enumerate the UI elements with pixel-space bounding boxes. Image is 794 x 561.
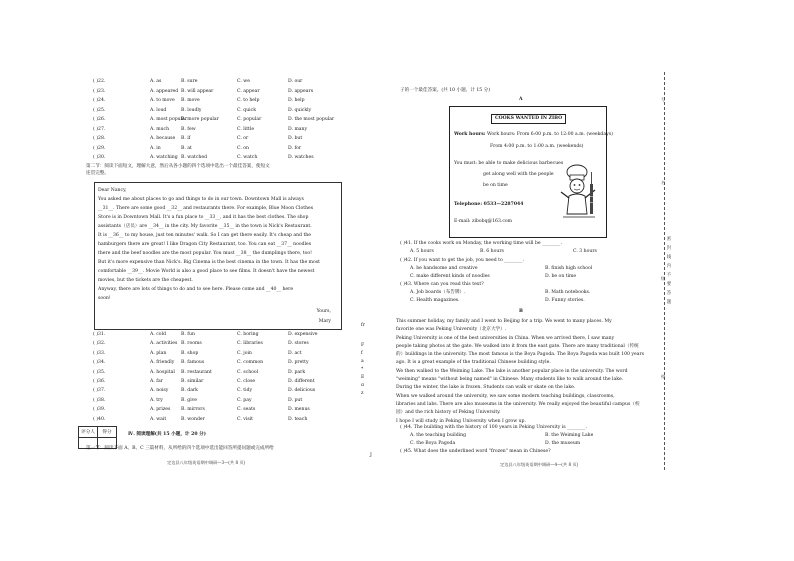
passage-b-line: I hope I will study in Peking University when I grow up. xyxy=(396,418,526,424)
q41-stem[interactable]: ( )41. If the cooks work on Monday, the working time will be ________. xyxy=(400,241,562,246)
option-a: A. friendly xyxy=(150,360,175,366)
option-d: D. delicious xyxy=(288,388,316,394)
q43-option-d: D. Funny stories. xyxy=(545,298,585,303)
binding-mark-xiao: 校 xyxy=(661,374,666,379)
question-number[interactable]: ( )32. xyxy=(93,341,106,347)
option-c: C. school xyxy=(237,369,259,375)
ad-must-2: get along well with the people xyxy=(483,172,554,177)
binding-vertical-notice: 密 封 线 内 不 要 答 题 xyxy=(666,236,671,305)
section2-instruction xyxy=(86,163,351,177)
option-a: A. cold xyxy=(150,332,166,337)
option-a: A. hospital xyxy=(150,369,175,375)
passage-b-line: ago. It is a great example of the traditional Chinese building style. xyxy=(396,360,551,366)
option-d: D. different xyxy=(288,379,315,384)
option-b: B. wonder xyxy=(181,416,205,422)
option-a: A. plan xyxy=(150,350,167,356)
option-a: A. watching xyxy=(150,155,178,160)
question-number[interactable]: ( )40. xyxy=(93,416,106,422)
passage-b-line: We then walked to the Weiming Lake. The lake is another popular place in the university. The word xyxy=(396,368,628,374)
question-number[interactable]: ( )24. xyxy=(93,98,106,103)
passage-b-line: During the winter, the lake is frozen. Students can walk or skate on the lake. xyxy=(396,385,576,391)
letter-line: comfortable __39__. Movie World is also a good place to see films. It doesn't have the newest xyxy=(98,269,315,274)
ad-title: COOKS WANTED IN ZIBO xyxy=(491,114,566,124)
option-a: A. appeared xyxy=(150,88,179,94)
question-number[interactable]: ( )36. xyxy=(93,379,106,384)
q44-option-d: D. the museum xyxy=(545,441,581,446)
q43-stem[interactable]: ( )43. Where can you read this text? xyxy=(400,282,484,287)
gutter-mark-bottom: J xyxy=(370,453,372,458)
letter-line: there and the beef noodles are the most popular. You must __38__ the dumplings there, too! xyxy=(98,251,312,256)
question-number[interactable]: ( )38. xyxy=(93,397,106,403)
q42-stem[interactable]: ( )42. If you want to get the job, you need to ________. xyxy=(400,258,525,263)
option-c: C. little xyxy=(237,126,255,132)
label-a: A xyxy=(519,97,523,102)
q42-option-a: A. be handsome and creative xyxy=(410,266,478,271)
question-number[interactable]: ( )30. xyxy=(93,155,106,160)
option-b: B. at xyxy=(181,145,192,151)
letter-line: Dear Nancy, xyxy=(98,188,127,193)
option-b: B. will appear xyxy=(181,88,214,94)
question-number[interactable]: ( )22. xyxy=(93,79,106,84)
q43-option-a: A. Job boards（布告牌）. xyxy=(410,290,466,295)
letter-line: soon! xyxy=(98,296,111,301)
gutter-marks: F f a * E ɑ z xyxy=(361,343,365,396)
option-d: D. for xyxy=(288,145,302,151)
cooks-ad xyxy=(449,106,613,238)
option-b: B. move xyxy=(181,98,200,103)
option-a: A. try xyxy=(150,397,163,403)
question-number[interactable]: ( )39. xyxy=(93,407,106,413)
passage-b-line: favorite one was Peking University（北京大学）. xyxy=(396,327,507,333)
letter-line: movies, but the tickets are the cheapest. xyxy=(98,278,193,283)
option-d: D. park xyxy=(288,369,306,375)
option-c: C. appear xyxy=(237,88,260,94)
letter-line: It is __36__ to my house, just ten minutes' walk. So I can get there easily. It's cheap and the xyxy=(98,233,311,238)
q44-option-b: B. the Weiming Lake xyxy=(545,433,594,438)
ad-must-1: You must: be able to make delicious barbecues xyxy=(454,161,564,166)
option-d: D. many xyxy=(288,126,308,132)
option-d: D. watches xyxy=(288,155,314,160)
question-number[interactable]: ( )26. xyxy=(93,117,106,122)
option-c: C. close xyxy=(237,379,256,384)
option-d: D. menus xyxy=(288,407,310,413)
option-b: B. few xyxy=(181,126,196,132)
question-number[interactable]: ( )25. xyxy=(93,107,106,113)
question-number[interactable]: ( )31. xyxy=(93,332,106,337)
option-b: B. rooms xyxy=(181,341,202,347)
q45-stem[interactable]: ( )45. What does the underlined word "frozen" mean in Chinese? xyxy=(400,449,551,454)
option-d: D. stores xyxy=(288,341,309,347)
question-number[interactable]: ( )34. xyxy=(93,360,106,366)
passage-b-line: Peking University is one of the best universities in China. When we arrived there, I saw many xyxy=(396,335,615,341)
option-d: D. our xyxy=(288,79,303,84)
passage-b-line: "weiming" means "without being named" in Chinese. Many students like to walk around the lake. xyxy=(396,377,624,383)
option-a: A. loud xyxy=(150,107,167,113)
letter-line: hamburgers there are great! I like Dragon City Restaurant, too. You can eat __37__ noodles xyxy=(98,242,312,247)
option-d: D. pretty xyxy=(288,360,309,366)
option-d: D. expensive xyxy=(288,332,318,337)
option-d: D. teach xyxy=(288,416,308,422)
passage-b-line: This summer holiday, my family and I went to Beijing for a trip. We went to many places. My xyxy=(396,319,612,324)
q43-option-c: C. Health magazines. xyxy=(410,298,460,303)
option-c: C. tidy xyxy=(237,388,253,394)
option-b: B. give xyxy=(181,397,198,403)
letter-line: But it's more expensive than Nick's. Big Cinema is the best cinema in the town. It has the most xyxy=(98,260,320,265)
score-label-grader: 评分人 xyxy=(79,427,98,438)
section2-line2: 连贯完整。 xyxy=(86,171,109,177)
letter-text xyxy=(98,186,338,303)
section4-title: Ⅳ. 阅读理解(共 15 小题，计 20 分) xyxy=(128,432,206,437)
option-b: B. famous xyxy=(181,360,205,366)
option-d: D. put xyxy=(288,397,303,403)
option-c: C. to help xyxy=(237,98,260,103)
option-b: B. similar xyxy=(181,379,204,384)
chef-illustration-icon xyxy=(557,162,601,222)
ad-email: E-mail: zibobq@163.com xyxy=(454,219,513,224)
option-b: B. more popular xyxy=(181,117,219,122)
option-c: C. common xyxy=(237,360,264,366)
option-a: A. far xyxy=(150,379,163,384)
q44-option-a: A. the teaching building xyxy=(410,433,467,438)
q41-option-a: A. 5 hours xyxy=(410,249,434,254)
footer-page-4: 定边县八年级英语期中调研—4—(共 8 页) xyxy=(500,462,579,467)
option-b: B. mirrors xyxy=(181,407,205,413)
q42-option-b: B. finish high school xyxy=(545,266,593,271)
passage-b-line: When we walked around the university, we saw some modern teaching buildings, classrooms, xyxy=(396,393,615,399)
passage-b-line: people taking photos at the gate. We walked into it from the east gate. There are many traditional（传统 xyxy=(396,343,639,349)
option-a: A. prizes xyxy=(150,407,171,413)
option-a: A. wait xyxy=(150,416,167,422)
letter-line: __31__. There are some good __32__ and restaurants there. For example, Blue Moon Clothes xyxy=(98,206,314,211)
letter-box xyxy=(94,182,342,330)
ad-telephone: Telephone: 0533—2287044 xyxy=(454,202,524,207)
option-a: A. to move xyxy=(150,98,175,103)
ad-work-hours-1: Work hours: Work hours: From 6:00 p.m. to 12:00 a.m. (weekdays) xyxy=(454,132,613,137)
letter-line: assistants（店员）are __34__ in the city. My favorite __35__ in the town is Nick's Restaurant. xyxy=(98,224,312,229)
option-b: B. restaurant xyxy=(181,369,212,375)
q43-option-b: B. Math notebooks. xyxy=(545,290,591,295)
option-b: B. loudly xyxy=(181,107,202,113)
passage-b-line: 的）buildings in the university. The most famous is the Boya Pagoda. The Boya Pagoda was built 100 years xyxy=(396,352,645,358)
letter-sign-name: Mary xyxy=(318,319,331,324)
option-d: D. but xyxy=(288,136,303,141)
option-d: D. the most popular xyxy=(288,117,335,122)
question-number[interactable]: ( )28. xyxy=(93,136,106,141)
question-number[interactable]: ( )33. xyxy=(93,350,106,356)
option-c: C. libraries xyxy=(237,341,263,347)
question-number[interactable]: ( )37. xyxy=(93,388,106,394)
option-d: D. appears xyxy=(288,88,314,94)
q42-option-d: D. be on time xyxy=(545,274,577,279)
option-c: C. pay xyxy=(237,397,252,403)
letter-line: Store is in Downtown Mall. It's a fun place to __33__, and it has the best clothes. The shop xyxy=(98,215,309,220)
option-a: A. activities xyxy=(150,341,178,347)
question-number[interactable]: ( )27. xyxy=(93,126,106,132)
option-b: B. shop xyxy=(181,350,199,356)
section4-instruction: 第一节：阅读下面 A、B、C 三篇材料，从所给的四个选项中选出能回答所提问题或完成所给 xyxy=(86,446,274,451)
right-intro: 子的一个最佳答案。(共 10 小题，计 15 分) xyxy=(400,88,491,93)
binding-mark-ji: 级 xyxy=(661,276,666,281)
q42-option-c: C. make different kinds of noodles xyxy=(410,274,490,279)
option-d: D. act xyxy=(288,350,302,356)
q41-option-b: B. 6 hours xyxy=(480,249,504,254)
score-label-score: 得分 xyxy=(98,427,117,438)
option-a: A. as xyxy=(150,79,162,84)
option-c: C. join xyxy=(237,350,252,356)
option-c: C. visit xyxy=(237,416,254,422)
option-c: C. popular xyxy=(237,117,262,122)
letter-line: You asked me about places to go and things to do in our town. Downtown Mall is always xyxy=(98,197,304,202)
q44-stem[interactable]: ( )44. The building with the history of 100 years in Peking University is ________. xyxy=(400,425,587,430)
section2-line1: 第二节：阅读下面短文，理解大意，然后从各小题的四个选项中选出一个最佳答案，使短文 xyxy=(86,164,270,169)
footer-page-3: 定边县八年级英语期中调研—3—(共 8 页) xyxy=(167,460,246,465)
binding-mark-hao: 号 xyxy=(661,97,666,102)
letter-sign-yours: Yours, xyxy=(316,309,331,314)
option-c: C. or xyxy=(237,136,249,141)
option-d: D. help xyxy=(288,98,305,103)
letter-line: Anyway, there are lots of things to do and to see here. Please come and __40__ here xyxy=(98,287,294,292)
binding-mark-ming: 名 xyxy=(661,180,666,185)
option-b: B. dark xyxy=(181,388,198,394)
option-c: C. watch xyxy=(237,155,258,160)
gutter-mark: fr xyxy=(361,323,365,328)
question-number[interactable]: ( )29. xyxy=(93,145,106,151)
q44-option-c: C. the Boya Pagoda xyxy=(410,441,456,446)
passage-b-line: libraries and labs. There are also museums in the university. We really enjoyed the beautiful campus（校 xyxy=(396,401,640,407)
option-a: A. noisy xyxy=(150,388,169,394)
option-c: C. on xyxy=(237,145,249,151)
q41-option-c: C. 3 hours xyxy=(573,249,597,254)
option-b: B. watched xyxy=(181,155,208,160)
passage-b xyxy=(396,318,656,426)
ad-must-3: be on time xyxy=(483,183,508,188)
option-b: B. if xyxy=(181,136,191,141)
option-c: C. quick xyxy=(237,107,256,113)
question-number[interactable]: ( )23. xyxy=(93,88,106,94)
passage-b-line: 园）and the rich history of Peking University. xyxy=(396,410,501,416)
option-d: D. quickly xyxy=(288,107,312,113)
option-c: C. seats xyxy=(237,407,256,413)
question-number[interactable]: ( )35. xyxy=(93,369,106,375)
option-b: B. fun xyxy=(181,332,195,337)
option-a: A. because xyxy=(150,136,176,141)
option-a: A. most popular xyxy=(150,117,188,122)
option-c: C. we xyxy=(237,79,250,84)
option-a: A. in xyxy=(150,145,161,151)
option-c: C. boring xyxy=(237,332,259,337)
option-a: A. much xyxy=(150,126,170,132)
label-b: B xyxy=(519,309,523,314)
option-b: B. sure xyxy=(181,79,198,84)
ad-work-hours-2: From 4:00 p.m. to 1:00 a.m. (weekends) xyxy=(490,144,584,149)
